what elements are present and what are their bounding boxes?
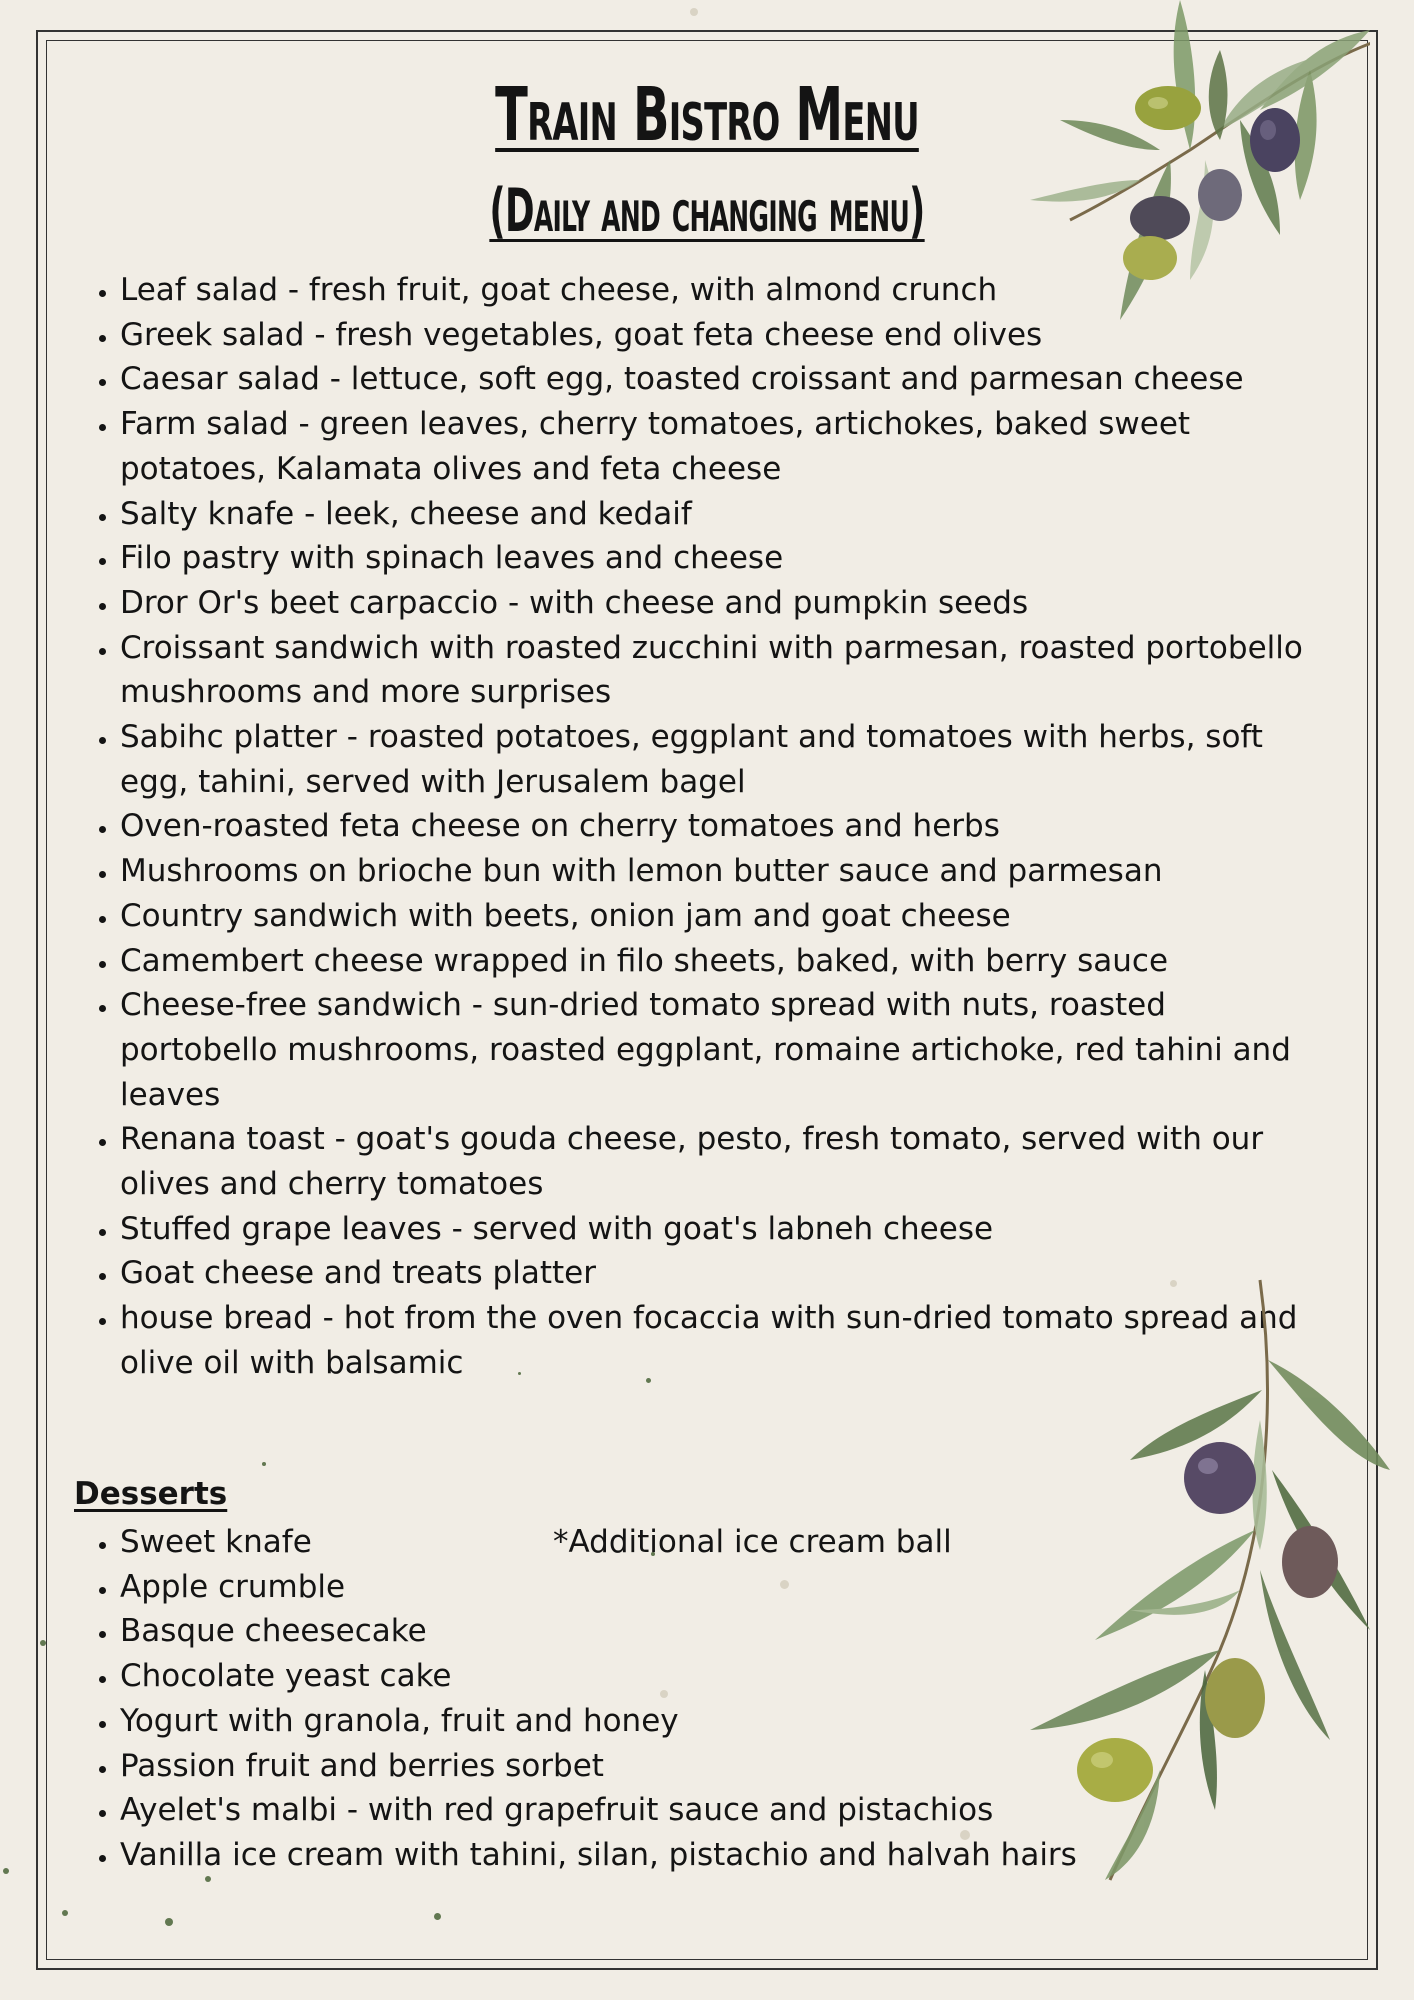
list-item: • Greek salad - fresh vegetables, goat feta cheese end olives [120,313,1320,358]
list-item: • Ayelet's malbi - with red grapefruit sauce and pistachios [120,1788,1120,1833]
list-item: • Basque cheesecake [120,1609,1120,1654]
list-item: • Vanilla ice cream with tahini, silan, pistachio and halvah hairs [120,1833,1120,1878]
paper-speck [3,1868,9,1874]
list-item: • Apple crumble [120,1565,1120,1610]
page-title: Train Bistro Menu [495,72,919,158]
dessert-note: *Additional ice cream ball [553,1524,952,1560]
menu-list [72,268,1320,1386]
list-item: • Caesar salad - lettuce, soft egg, toasted croissant and parmesan cheese [120,357,1320,402]
desserts-heading: Desserts [74,1476,228,1512]
list-item: • Filo pastry with spinach leaves and cheese [120,536,1320,581]
list-item: • Mushrooms on brioche bun with lemon butter sauce and parmesan [120,849,1320,894]
page-subtitle: (Daily and changing menu) [489,176,925,246]
list-item: • Yogurt with granola, fruit and honey [120,1699,1120,1744]
list-item: • Salty knafe - leek, cheese and kedaif [120,492,1320,537]
list-item: • Stuffed grape leaves - served with goat's labneh cheese [120,1207,1320,1252]
list-item: • Cheese-free sandwich - sun-dried tomato spread with nuts, roasted portobello mushrooms, roasted eggplant, romaine artichoke, red tahini and leaves [120,983,1320,1117]
desserts-list [72,1520,1120,1878]
list-item: • Camembert cheese wrapped in filo sheets, baked, with berry sauce [120,939,1320,984]
list-item: • Dror Or's beet carpaccio - with cheese and pumpkin seeds [120,581,1320,626]
list-item: • Sweet knafe [120,1520,1120,1565]
list-item: • Passion fruit and berries sorbet [120,1744,1120,1789]
list-item: • house bread - hot from the oven focaccia with sun-dried tomato spread and olive oil with balsamic [120,1296,1320,1385]
list-item: • Sabihc platter - roasted potatoes, eggplant and tomatoes with herbs, soft egg, tahini, served with Jerusalem bagel [120,715,1320,804]
paper-speck [690,8,698,16]
list-item: • Croissant sandwich with roasted zucchini with parmesan, roasted portobello mushrooms and more surprises [120,626,1320,715]
list-item: • Oven-roasted feta cheese on cherry tomatoes and herbs [120,804,1320,849]
list-item: • Goat cheese and treats platter [120,1251,1320,1296]
list-item: • Chocolate yeast cake [120,1654,1120,1699]
olive-branch-bottom-icon [1010,1270,1410,1890]
list-item: • Farm salad - green leaves, cherry tomatoes, artichokes, baked sweet potatoes, Kalamata olives and feta cheese [120,402,1320,491]
list-item: • Country sandwich with beets, onion jam and goat cheese [120,894,1320,939]
list-item: • Leaf salad - fresh fruit, goat cheese, with almond crunch [120,268,1320,313]
list-item: • Renana toast - goat's gouda cheese, pesto, fresh tomato, served with our olives and cherry tomatoes [120,1117,1320,1206]
